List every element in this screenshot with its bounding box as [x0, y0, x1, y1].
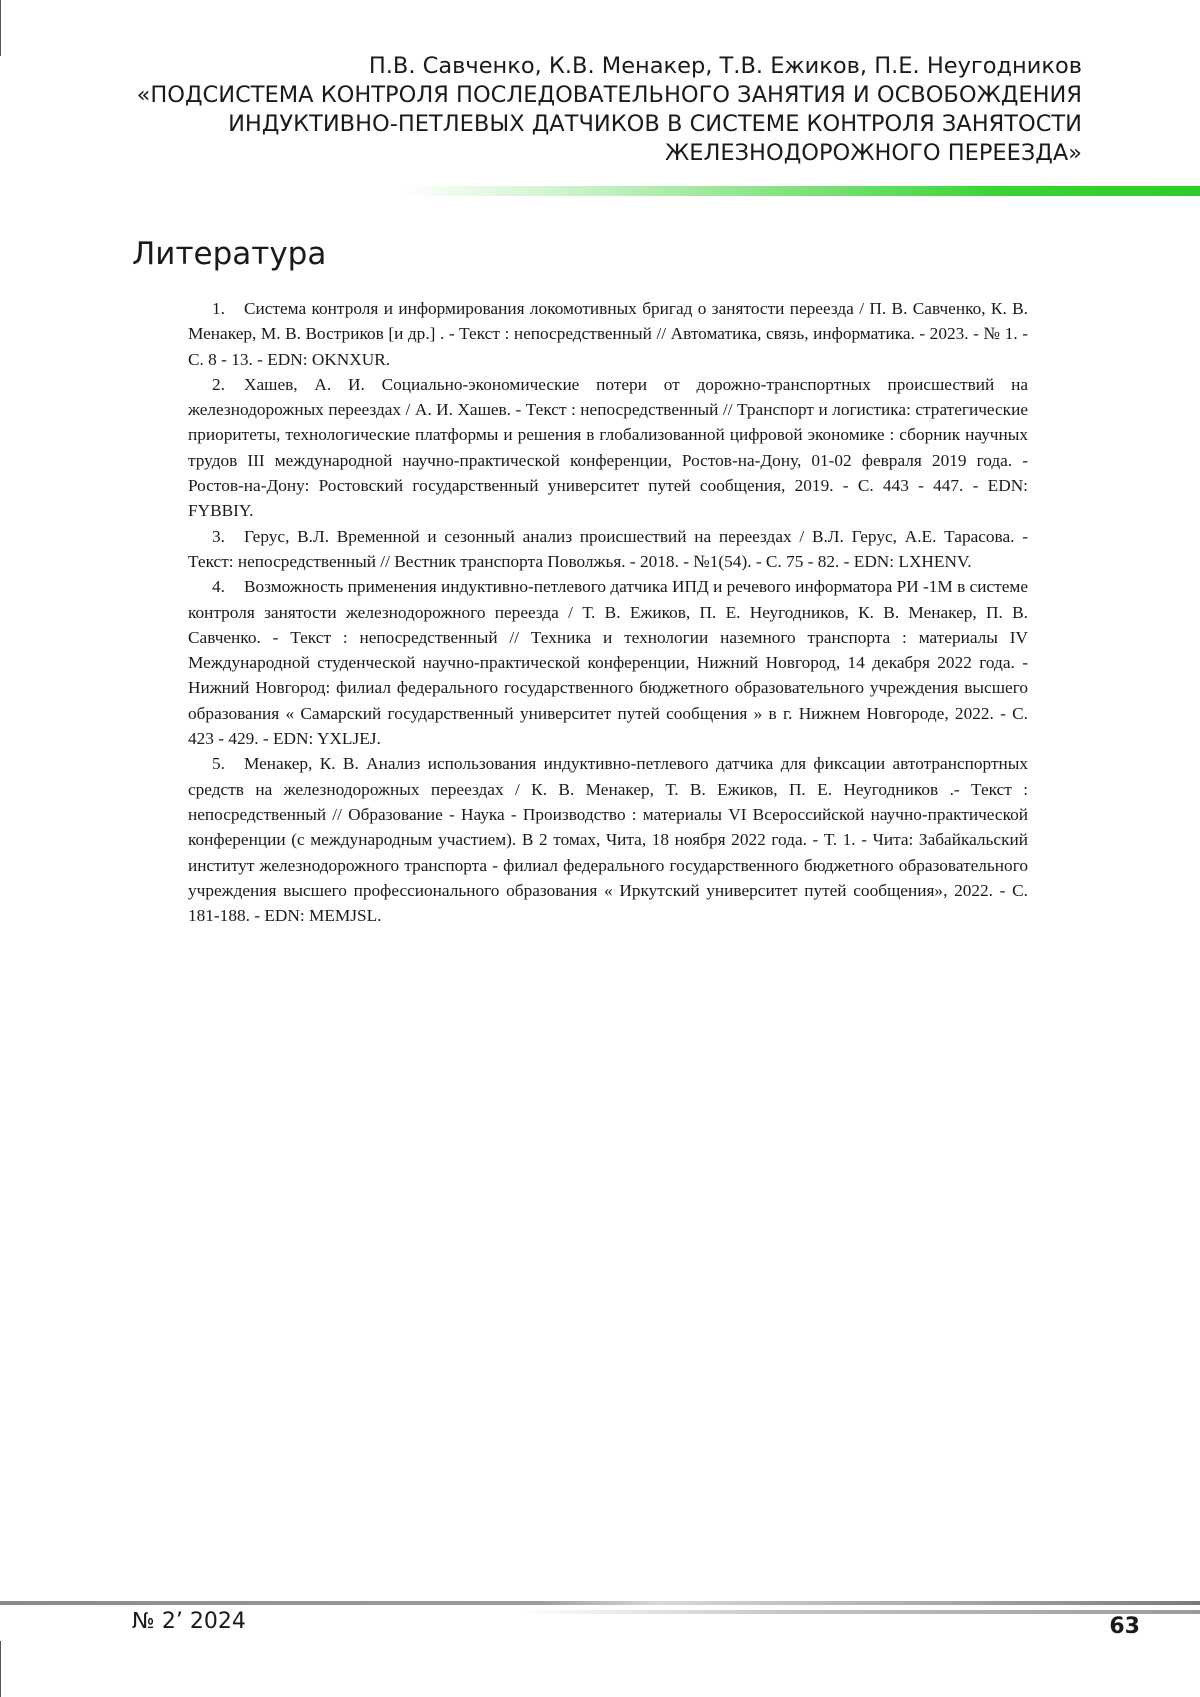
reference-item — [188, 524, 1028, 575]
running-header — [102, 52, 1082, 168]
header-title-line: ЖЕЛЕЗНОДОРОЖНОГО ПЕРЕЕЗДА» — [665, 140, 1082, 166]
header-article-title — [102, 81, 1082, 168]
crop-mark-bottom — [0, 1641, 1, 1697]
reference-text: Возможность применения индуктивно-петлевого датчика ИПД и речевого информатора РИ -1М в системе контроля занятости железнодорожного переезда / Т. В. Ежиков, П. Е. Неугодников, К. В. Менакер, П. В. Савченко. - Текст : непосредственный // Техника и технологии наземного транспорта : материалы IV Международной студенческой научно-практической конференции, Нижний Новгород, 14 декабря 2022 года. - Нижний Новгород: филиал федерального государственного бюджетного образовательного учреждения высшего образования « Самарский государственный университет путей сообщения » в г. Нижнем Новгороде, 2022. - С. 423 - 429. - EDN: YXLJEJ. — [188, 577, 1028, 749]
reference-number: 2. — [212, 374, 225, 394]
header-title-line: «ПОДСИСТЕМА КОНТРОЛЯ ПОСЛЕДОВАТЕЛЬНОГО ЗАНЯТИЯ И ОСВОБОЖДЕНИЯ — [136, 82, 1082, 108]
reference-item — [188, 296, 1028, 372]
issue-label: № 2’ 2024 — [132, 1609, 246, 1634]
reference-item — [188, 574, 1028, 751]
header-authors: П.В. Савченко, К.В. Менакер, Т.В. Ежиков, П.Е. Неугодников — [368, 53, 1082, 79]
crop-mark-top — [0, 0, 1, 56]
section-title: Литература — [132, 236, 327, 272]
header-title-line: ИНДУКТИВНО-ПЕТЛЕВЫХ ДАТЧИКОВ В СИСТЕМЕ КОНТРОЛЯ ЗАНЯТОСТИ — [228, 111, 1082, 137]
reference-text: Герус, В.Л. Временной и сезонный анализ происшествий на переездах / В.Л. Герус, А.Е. Тарасова. - Текст: непосредственный // Вестник транспорта Поволжья. - 2018. - №1(54). - С. 75 - 82. - EDN: LXHENV. — [188, 526, 1028, 571]
reference-item — [188, 751, 1028, 928]
footer-rule-secondary — [520, 1610, 1200, 1614]
reference-number: 4. — [212, 577, 225, 597]
reference-item — [188, 372, 1028, 524]
header-accent-bar — [400, 186, 1200, 196]
reference-text: Хашев, А. И. Социально-экономические потери от дорожно-транспортных происшествий на железнодорожных переездах / А. И. Хашев. - Текст : непосредственный // Транспорт и логистика: стратегические приоритеты, технологические платформы и решения в глобализованной цифровой экономике : сборник научных трудов III международной научно-практической конференции, Ростов-на-Дону, 01-02 февраля 2019 года. - Ростов-на-Дону: Ростовский государственный университет путей сообщения, 2019. - С. 443 - 447. - EDN: FYBBIY. — [188, 374, 1028, 521]
reference-number: 3. — [212, 526, 225, 546]
reference-text: Система контроля и информирования локомотивных бригад о занятости переезда / П. В. Савченко, К. В. Менакер, М. В. Востриков [и др.] . - Текст : непосредственный // Автоматика, связь, информатика. - 2023. - № 1. - С. 8 - 13. - EDN: OKNXUR. — [188, 299, 1028, 369]
reference-number: 1. — [212, 299, 225, 318]
reference-text: Менакер, К. В. Анализ использования индуктивно-петлевого датчика для фиксации автотранспортных средств на железнодорожных переездах / К. В. Менакер, Т. В. Ежиков, П. Е. Неугодников .- Текст : непосредственный // Образование - Наука - Производство : материалы VI Всероссийской научно-практической конференции (с международным участием). В 2 томах, Чита, 18 ноября 2022 года. - Т. 1. - Чита: Забайкальский институт железнодорожного транспорта - филиал федерального государственного бюджетного образовательного учреждения высшего профессионального образования « Иркутский университет путей сообщения», 2022. - С. 181-188. - EDN: MEMJSL. — [188, 754, 1028, 926]
reference-list — [188, 296, 1028, 928]
page-number: 63 — [1109, 1614, 1140, 1639]
reference-number: 5. — [212, 754, 225, 774]
footer-rule — [0, 1601, 1200, 1605]
